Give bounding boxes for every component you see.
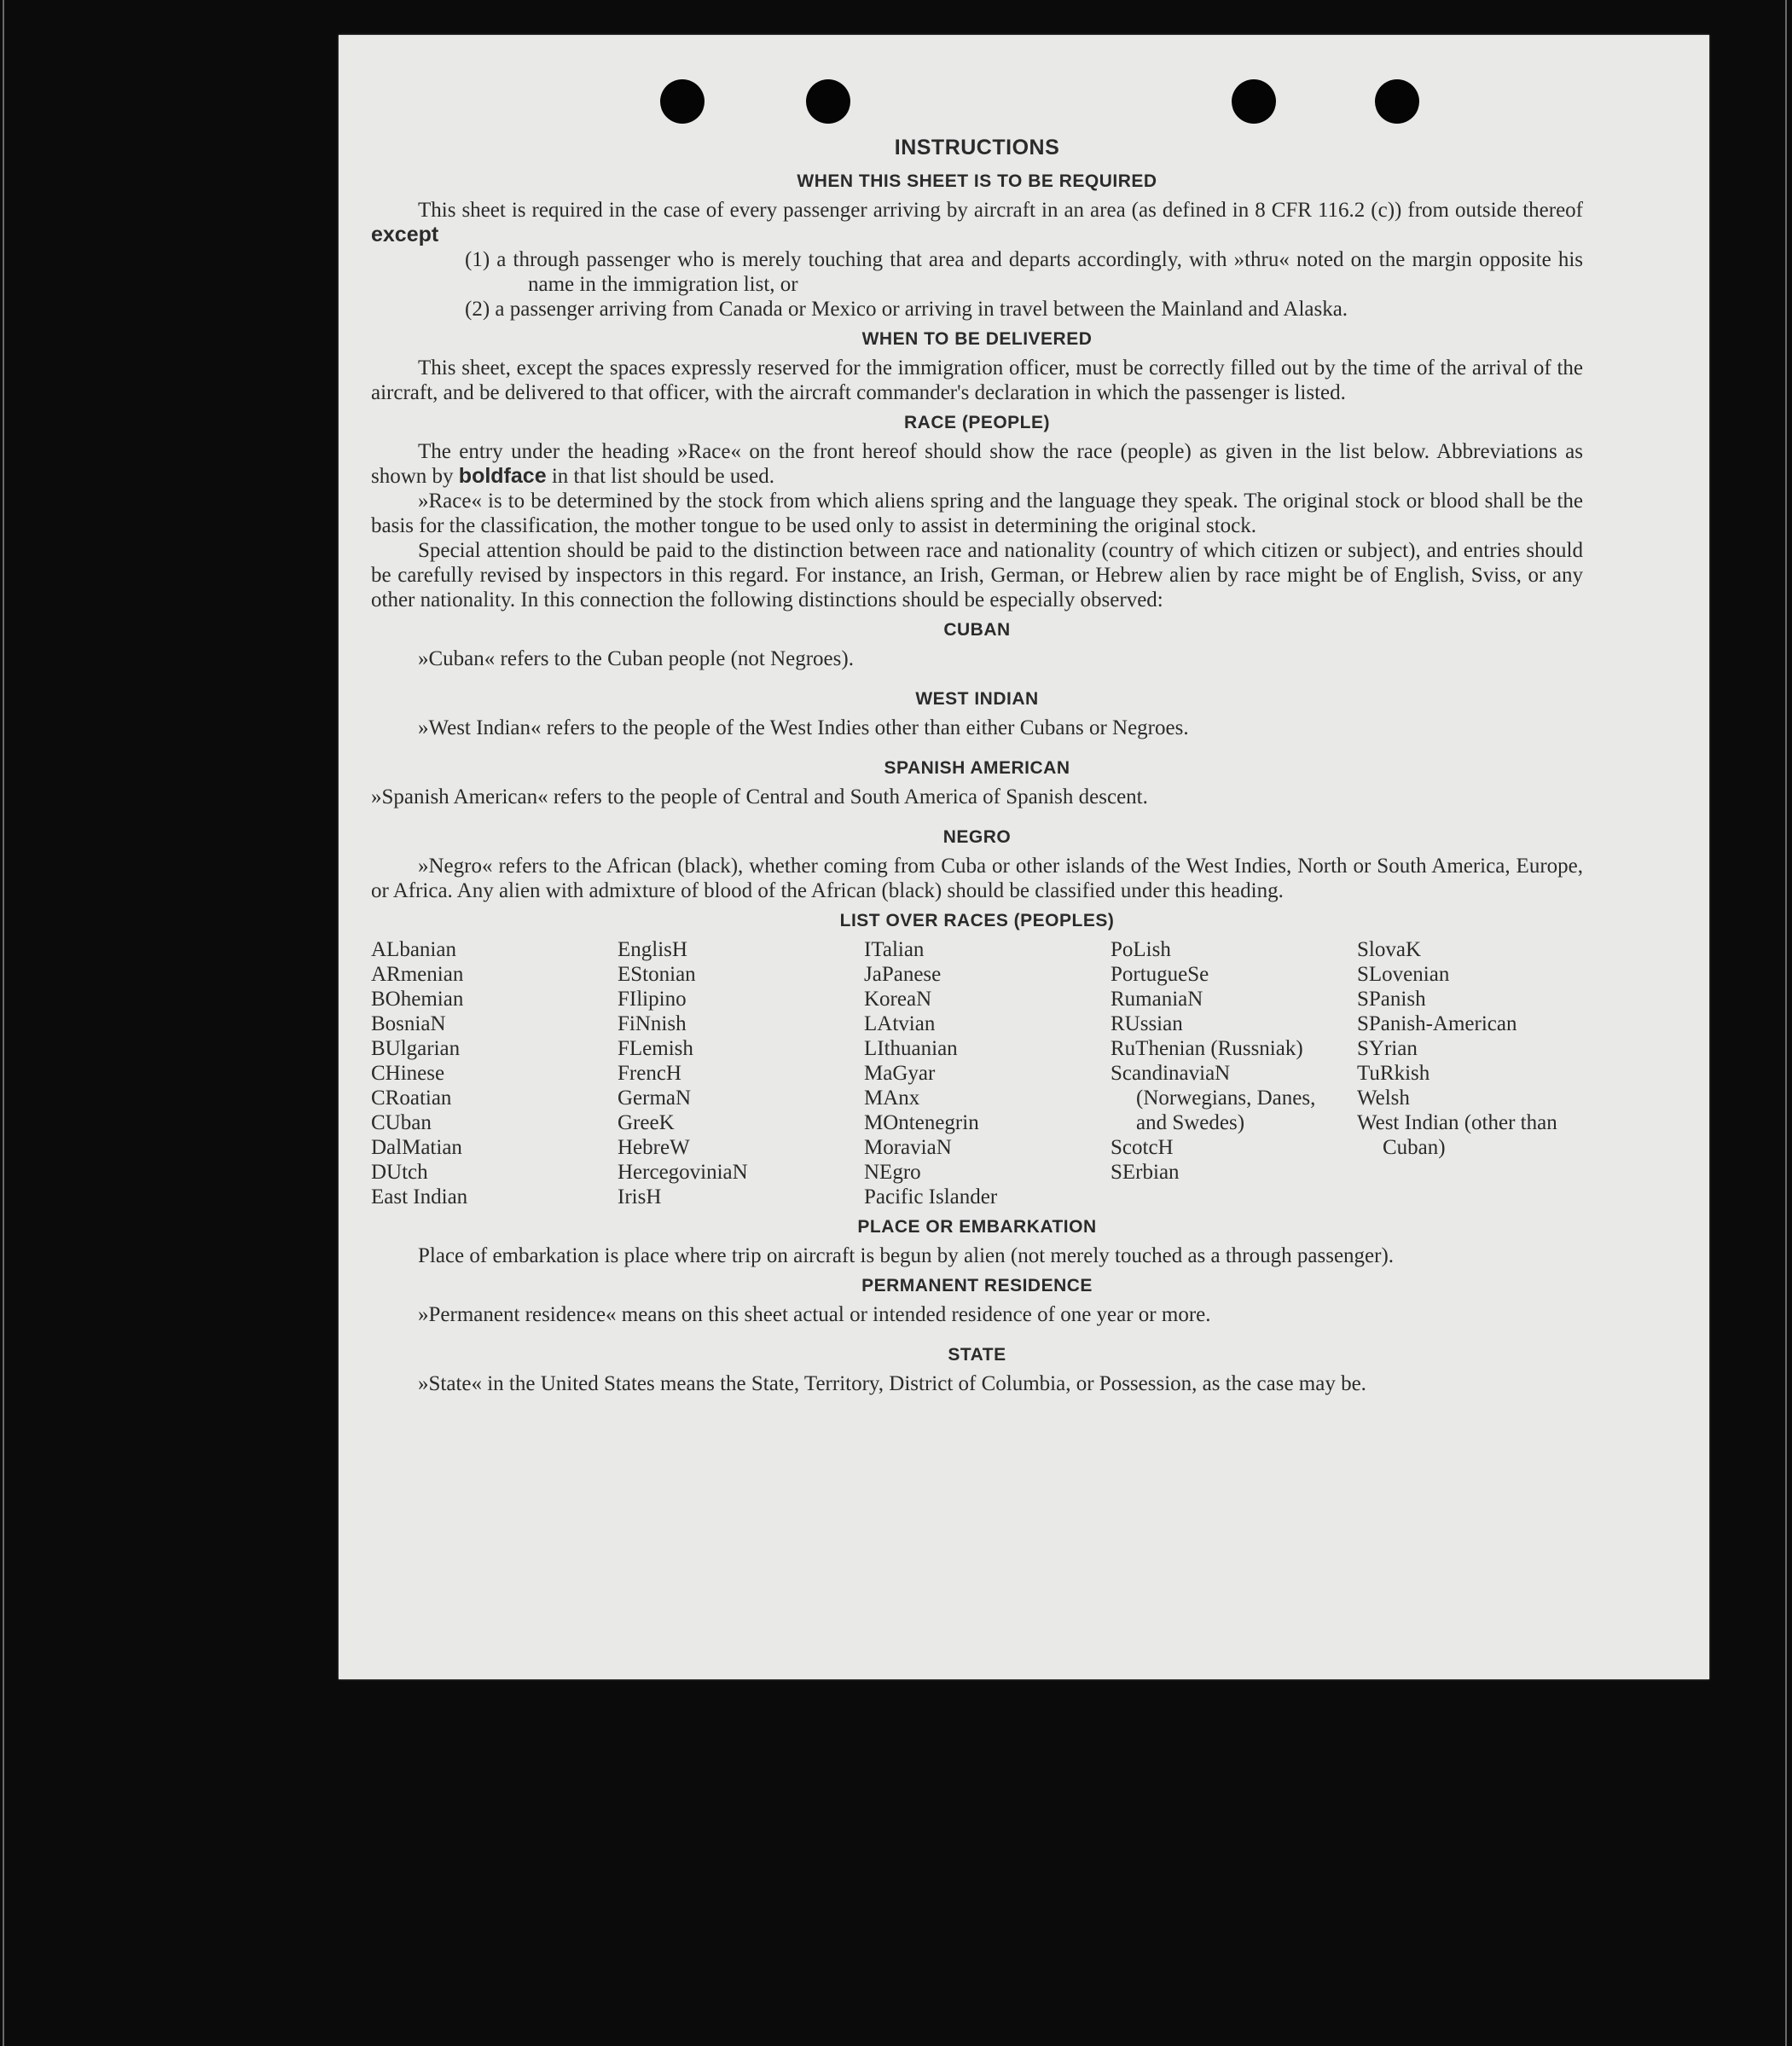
scan-border-left [3, 0, 4, 2046]
race-entry: JaPanese [864, 963, 942, 986]
race-entry: ScotcH [1111, 1136, 1174, 1159]
punch-hole [806, 79, 850, 124]
race-entry: LAtvian [864, 1012, 936, 1035]
race-entry: FLemish [618, 1037, 693, 1060]
paragraph-race-3: Special attention should be paid to the distinction between race and nationality (country of which citizen or subject), and entries should be carefully revised by inspectors in this regard. For instance, an Irish, German, or Hebrew alien by race might be of English, Sviss, or any other nationality. In this connection the following distinctions should be especially observed: [371, 539, 1583, 611]
punch-hole [660, 79, 705, 124]
paragraph-race-1: The entry under the heading »Race« on the front hereof should show the race (people) as given in the list below. Abbreviations as shown by boldface in that list should be used. [371, 440, 1583, 488]
paragraph-required: This sheet is required in the case of every passenger arriving by aircraft in an area (as defined in 8 CFR 116.2 (c)) from outside thereof except [371, 199, 1583, 246]
race-entry: IrisH [618, 1185, 662, 1208]
paragraph-delivered: This sheet, except the spaces expressly reserved for the immigration officer, must be correctly filled out by the time of the arrival of the aircraft, and be delivered to that officer, with the aircraft commander's declaration in which the passenger is listed. [371, 356, 1583, 404]
race-entry: SPanish-American [1357, 1012, 1517, 1035]
race-entry: ARmenian [371, 963, 464, 986]
race-entry: BosniaN [371, 1012, 446, 1035]
paragraph-negro: »Negro« refers to the African (black), whether coming from Cuba or other islands of the West Indies, North or South America, Europe, or Africa. Any alien with admixture of blood of the African (black) should be classified under this heading. [371, 855, 1583, 902]
race-entry: FrencH [618, 1062, 681, 1085]
section-heading-negro: NEGRO [942, 827, 1012, 847]
race-entry: GermaN [618, 1087, 692, 1110]
race-entry: SlovaK [1357, 938, 1421, 961]
section-heading-race: RACE (PEOPLE) [903, 413, 1050, 432]
race-entry: HercegoviniaN [618, 1161, 748, 1184]
paragraph-west-indian: »West Indian« refers to the people of the West Indies other than either Cubans or Negroes. [418, 716, 1189, 739]
paragraph-residence: »Permanent residence« means on this sheet actual or intended residence of one year or more. [418, 1303, 1211, 1326]
section-heading-residence: PERMANENT RESIDENCE [861, 1276, 1093, 1295]
race-entry: CUban [371, 1111, 432, 1134]
race-entry: RUssian [1111, 1012, 1183, 1035]
section-heading-embarkation: PLACE OR EMBARKATION [857, 1217, 1097, 1237]
race-entry: PoLish [1111, 938, 1171, 961]
instructions-content [371, 130, 1583, 1396]
race-entry: RumaniaN [1111, 988, 1203, 1011]
paragraph-race-2: »Race« is to be determined by the stock from which aliens spring and the language they speak. The original stock or blood shall be the basis for the classification, the mother tongue to be used only to assist in determining the original stock. [371, 490, 1583, 537]
section-heading-race-list: LIST OVER RACES (PEOPLES) [839, 911, 1115, 930]
race-entry: Welsh [1357, 1087, 1410, 1110]
race-entry: EStonian [618, 963, 696, 986]
race-column [618, 937, 844, 1209]
race-entry: West Indian (other than Cuban) [1357, 1111, 1557, 1159]
race-entry: East Indian [371, 1185, 468, 1208]
section-heading-cuban: CUBAN [943, 620, 1011, 640]
race-entry: PortugueSe [1111, 963, 1209, 986]
race-entry: ITalian [864, 938, 925, 961]
list-item: (1) a through passenger who is merely touching that area and departs accordingly, with »thru« noted on the margin opposite his name in the immigration list, or [465, 248, 1583, 296]
document-sheet [339, 35, 1709, 1679]
punch-hole [1232, 79, 1276, 124]
race-entry: RuThenian (Russniak) [1111, 1037, 1303, 1060]
race-entry: DalMatian [371, 1136, 462, 1159]
race-entry: MaGyar [864, 1062, 936, 1085]
race-entry: GreeK [618, 1111, 675, 1134]
race-entry: HebreW [618, 1136, 690, 1159]
race-column [371, 937, 597, 1209]
race-column [1357, 937, 1583, 1209]
page-title: INSTRUCTIONS [894, 136, 1060, 159]
race-list [371, 937, 1583, 1209]
race-entry: SErbian [1111, 1161, 1180, 1184]
race-entry: SYrian [1357, 1037, 1418, 1060]
list-item: (2) a passenger arriving from Canada or Mexico or arriving in travel between the Mainland and Alaska. [465, 298, 1348, 321]
race-entry: ScandinaviaN (Norwegians, Danes, and Swedes) [1111, 1062, 1316, 1134]
race-entry: SLovenian [1357, 963, 1450, 986]
race-entry: LIthuanian [864, 1037, 958, 1060]
race-entry: BOhemian [371, 988, 464, 1011]
race-entry: FiNnish [618, 1012, 687, 1035]
race-entry: MAnx [864, 1087, 920, 1110]
paragraph-cuban: »Cuban« refers to the Cuban people (not Negroes). [418, 647, 854, 670]
race-entry: MoraviaN [864, 1136, 952, 1159]
section-heading-delivered: WHEN TO BE DELIVERED [861, 329, 1093, 349]
race-column [1111, 937, 1337, 1209]
race-entry: DUtch [371, 1161, 428, 1184]
race-entry: EnglisH [618, 938, 687, 961]
race-entry: KoreaN [864, 988, 932, 1011]
paragraph-state: »State« in the United States means the State, Territory, District of Columbia, or Possession, as the case may be. [418, 1372, 1366, 1395]
paragraph-embarkation: Place of embarkation is place where trip on aircraft is begun by alien (not merely touched as a through passenger). [418, 1244, 1395, 1267]
punch-hole [1375, 79, 1419, 124]
race-entry: FIlipino [618, 988, 687, 1011]
paragraph-spanish-american: »Spanish American« refers to the people of Central and South America of Spanish descent. [371, 785, 1148, 809]
race-entry: TuRkish [1357, 1062, 1430, 1085]
race-entry: BUlgarian [371, 1037, 461, 1060]
section-heading-state: STATE [948, 1345, 1006, 1365]
race-entry: NEgro [864, 1161, 921, 1184]
race-entry: MOntenegrin [864, 1111, 979, 1134]
race-entry: CRoatian [371, 1087, 452, 1110]
race-entry: Pacific Islander [864, 1185, 998, 1208]
race-entry: CHinese [371, 1062, 445, 1085]
section-heading-required: WHEN THIS SHEET IS TO BE REQUIRED [797, 171, 1157, 191]
scan-border-right [1785, 0, 1787, 2046]
race-entry: ALbanian [371, 938, 456, 961]
section-heading-west-indian: WEST INDIAN [915, 689, 1039, 709]
race-column [864, 937, 1090, 1209]
section-heading-spanish-american: SPANISH AMERICAN [884, 758, 1070, 778]
race-entry: SPanish [1357, 988, 1426, 1011]
